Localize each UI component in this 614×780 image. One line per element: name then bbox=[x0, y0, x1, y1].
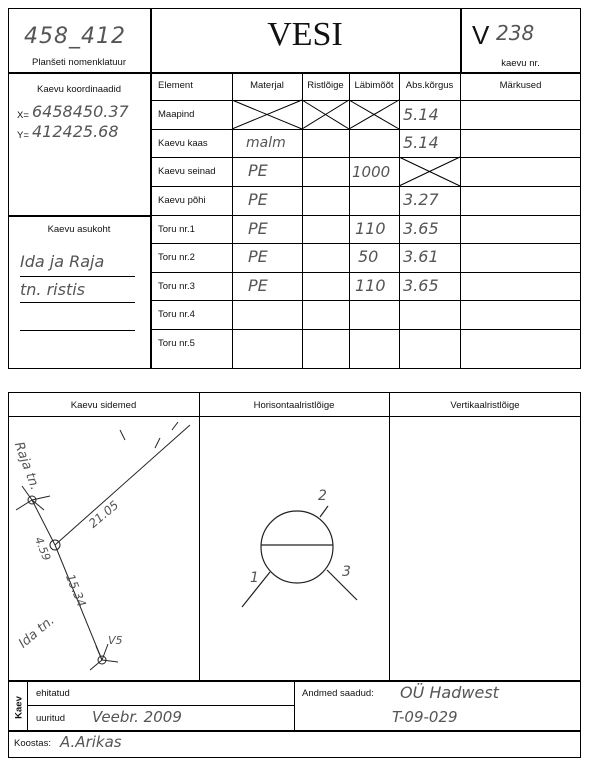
cell-labimoot: 110 bbox=[355, 219, 386, 238]
coords-label: Kaevu koordinaadid bbox=[37, 84, 121, 95]
location-line1: Ida ja Raja bbox=[20, 252, 105, 271]
row-element: Toru nr.3 bbox=[158, 281, 195, 292]
cell-korgus: 3.65 bbox=[403, 276, 439, 295]
cell-materjal: PE bbox=[248, 219, 268, 238]
well-label: kaevu nr. bbox=[501, 58, 540, 69]
distance-label: 15.34 bbox=[63, 572, 89, 610]
row-element: Kaevu kaas bbox=[158, 138, 208, 149]
y-prefix: Y= bbox=[17, 130, 29, 141]
cell-labimoot: 110 bbox=[355, 276, 386, 295]
pipe-label: 1 bbox=[250, 570, 259, 586]
x-prefix: X= bbox=[17, 110, 29, 121]
col-header-vertical: Vertikaalristlõige bbox=[450, 400, 520, 411]
page-title: VESI bbox=[267, 16, 343, 53]
row-element: Toru nr.5 bbox=[158, 338, 195, 349]
cell-korgus: 3.61 bbox=[403, 247, 439, 266]
divider bbox=[27, 705, 294, 706]
well-prefix: V bbox=[472, 20, 490, 50]
row-element: Toru nr.1 bbox=[158, 224, 195, 235]
cell-materjal: PE bbox=[248, 276, 268, 295]
row-element: Toru nr.2 bbox=[158, 252, 195, 263]
location-line2: tn. ristis bbox=[20, 280, 85, 299]
measured-label: uuritud bbox=[36, 713, 66, 724]
pipe-label: 2 bbox=[318, 488, 327, 504]
built-label: ehitatud bbox=[36, 688, 70, 699]
divider bbox=[8, 730, 581, 732]
divider bbox=[294, 680, 295, 730]
cell-labimoot: 50 bbox=[358, 247, 379, 266]
cell-materjal: PE bbox=[248, 247, 268, 266]
location-label: Kaevu asukoht bbox=[47, 224, 111, 235]
cell-materjal: PE bbox=[248, 161, 268, 180]
compiler-value: A.Arikas bbox=[60, 733, 122, 751]
x-value: 6458450.37 bbox=[32, 102, 129, 121]
cell-materjal: malm bbox=[246, 135, 286, 151]
data-source-code: T-09-029 bbox=[392, 708, 458, 726]
header-element: Element bbox=[158, 80, 193, 91]
header-labimoot: Läbimõõt bbox=[354, 80, 394, 91]
header-ristloige: Ristlõige bbox=[307, 80, 344, 91]
cell-korgus: 3.27 bbox=[403, 190, 439, 209]
distance-label: 4.59 bbox=[31, 535, 54, 563]
cell-korgus: 3.65 bbox=[403, 219, 439, 238]
well-number: 238 bbox=[496, 21, 535, 45]
nomenclature-value: 458_412 bbox=[24, 24, 126, 49]
row-element: Maapind bbox=[158, 109, 195, 120]
cell-korgus: 5.14 bbox=[403, 133, 439, 152]
distance-label: 21.05 bbox=[86, 497, 122, 531]
marker-label: V5 bbox=[108, 634, 123, 647]
col-header-horizontal: Horisontaalristlõige bbox=[253, 400, 335, 411]
cell-materjal: PE bbox=[248, 190, 268, 209]
header-materjal: Materjal bbox=[250, 80, 284, 91]
measured-value: Veebr. 2009 bbox=[92, 708, 182, 726]
row-element: Kaevu seinad bbox=[158, 166, 216, 177]
row-element: Toru nr.4 bbox=[158, 309, 195, 320]
data-source-value: OÜ Hadwest bbox=[400, 683, 499, 702]
header-korgus: Abs.kõrgus bbox=[405, 80, 454, 91]
pipe-label: 3 bbox=[342, 564, 351, 580]
row-element: Kaevu põhi bbox=[158, 195, 206, 206]
data-source-label: Andmed saadud: bbox=[302, 688, 374, 699]
y-value: 412425.68 bbox=[32, 122, 119, 141]
cell-labimoot: 1000 bbox=[352, 163, 391, 181]
cell-korgus: 5.14 bbox=[403, 105, 439, 124]
street-label: Ida tn. bbox=[16, 613, 58, 652]
street-label: Raja tn. bbox=[10, 440, 43, 493]
col-header-links: Kaevu sidemed bbox=[70, 400, 137, 411]
kaev-label: Kaev bbox=[13, 696, 25, 719]
nomenclature-label: Planšeti nomenklatuur bbox=[32, 57, 126, 68]
compiler-label: Koostas: bbox=[14, 738, 51, 749]
header-markused: Märkused bbox=[499, 80, 542, 91]
